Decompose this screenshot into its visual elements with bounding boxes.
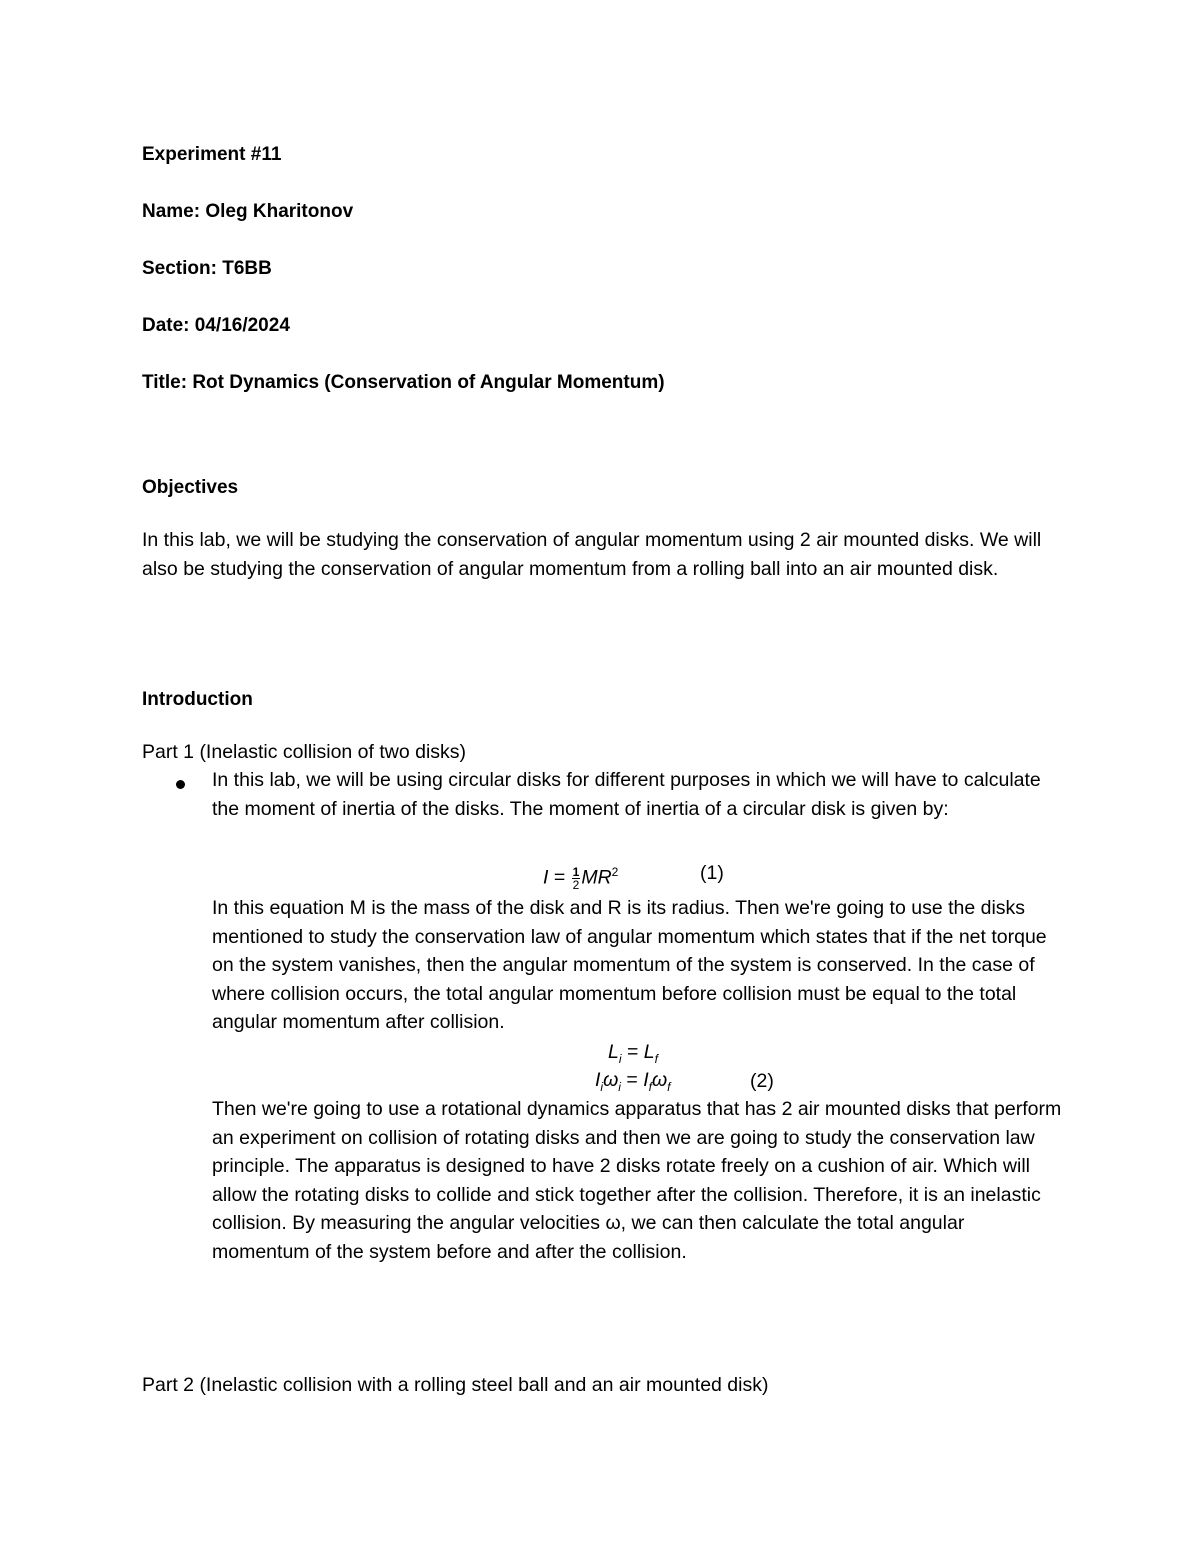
- equation-1-number: (1): [700, 862, 724, 884]
- eq1-fraction: [572, 866, 581, 891]
- eq1-equals: =: [548, 866, 571, 889]
- bullet-icon: [176, 780, 185, 789]
- eq2b-equals: =: [620, 1069, 644, 1091]
- eq2b-i1: I: [595, 1069, 601, 1091]
- eq2b-s4: f: [667, 1079, 671, 1094]
- eq2a-sub-f: f: [654, 1051, 658, 1066]
- equation-2a: [608, 1040, 658, 1071]
- experiment-number: Experiment #11: [142, 144, 282, 165]
- title-label: Title: Rot Dynamics (Conservation of Angular Momentum): [142, 372, 665, 393]
- eq1-frac-numerator: 1: [572, 864, 580, 879]
- introduction-heading: Introduction: [142, 689, 253, 710]
- eq1-exponent: 2: [611, 865, 619, 879]
- eq2b-s1: i: [600, 1079, 604, 1094]
- objectives-text: In this lab, we will be studying the conservation of angular momentum using 2 air mounted disks. We will also be studying the conservation of angular momentum from a rolling ball into an air mounted disk.: [142, 529, 1042, 580]
- eq2b-s3: f: [648, 1079, 652, 1094]
- eq2b-i2: I: [643, 1069, 649, 1091]
- objectives-heading: Objectives: [142, 477, 239, 498]
- eq2a-equals: =: [621, 1041, 644, 1063]
- eq2b-omega1: ω: [603, 1069, 619, 1091]
- section-label: Section: T6BB: [142, 258, 272, 279]
- eq2a-l-final: L: [643, 1041, 655, 1063]
- eq2a-l-initial: L: [608, 1041, 619, 1063]
- eq1-lhs: I: [543, 866, 549, 889]
- date-label: Date: 04/16/2024: [142, 315, 290, 336]
- eq2b-s2: i: [618, 1079, 621, 1094]
- equation-2-number: (2): [750, 1070, 774, 1092]
- eq1-rhs: MR: [581, 866, 612, 889]
- eq1-frac-denominator: 2: [572, 877, 580, 892]
- bullet-intro-text: In this lab, we will be using circular disks for different purposes in which we will have to calculate the moment of inertia of the disks. The moment of inertia of a circular disk is given by:: [212, 769, 1041, 820]
- eq2a-sub-i: i: [618, 1051, 622, 1066]
- bullet-end-text: Then we're going to use a rotational dynamics apparatus that has 2 air mounted disks that perform an experiment on collision of rotating disks and then we are going to study the conservation law principle. The apparatus is designed to have 2 disks rotate freely on a cushion of air. Which will allow the rotating disks to collide and stick together after the collision. Therefore, it is an inelastic collision. By measuring the angular velocities ω, we can then calculate the total angular momentum of the system before and after the collision.: [212, 1098, 1062, 1263]
- equation-1: [543, 860, 618, 891]
- part2-label: Part 2 (Inelastic collision with a rolling steel ball and an air mounted disk): [142, 1374, 769, 1396]
- bullet-mid-text: In this equation M is the mass of the disk and R is its radius. Then we're going to use the disks mentioned to study the conservation law of angular momentum which states that if the net torque on the system vanishes, then the angular momentum of the system is conserved. In the case of where collision occurs, the total angular momentum before collision must be equal to the total angular momentum after collision.: [212, 897, 1047, 1033]
- eq2b-omega2: ω: [651, 1069, 668, 1091]
- student-name: Name: Oleg Kharitonov: [142, 201, 354, 222]
- part1-label: Part 1 (Inelastic collision of two disks): [142, 741, 467, 763]
